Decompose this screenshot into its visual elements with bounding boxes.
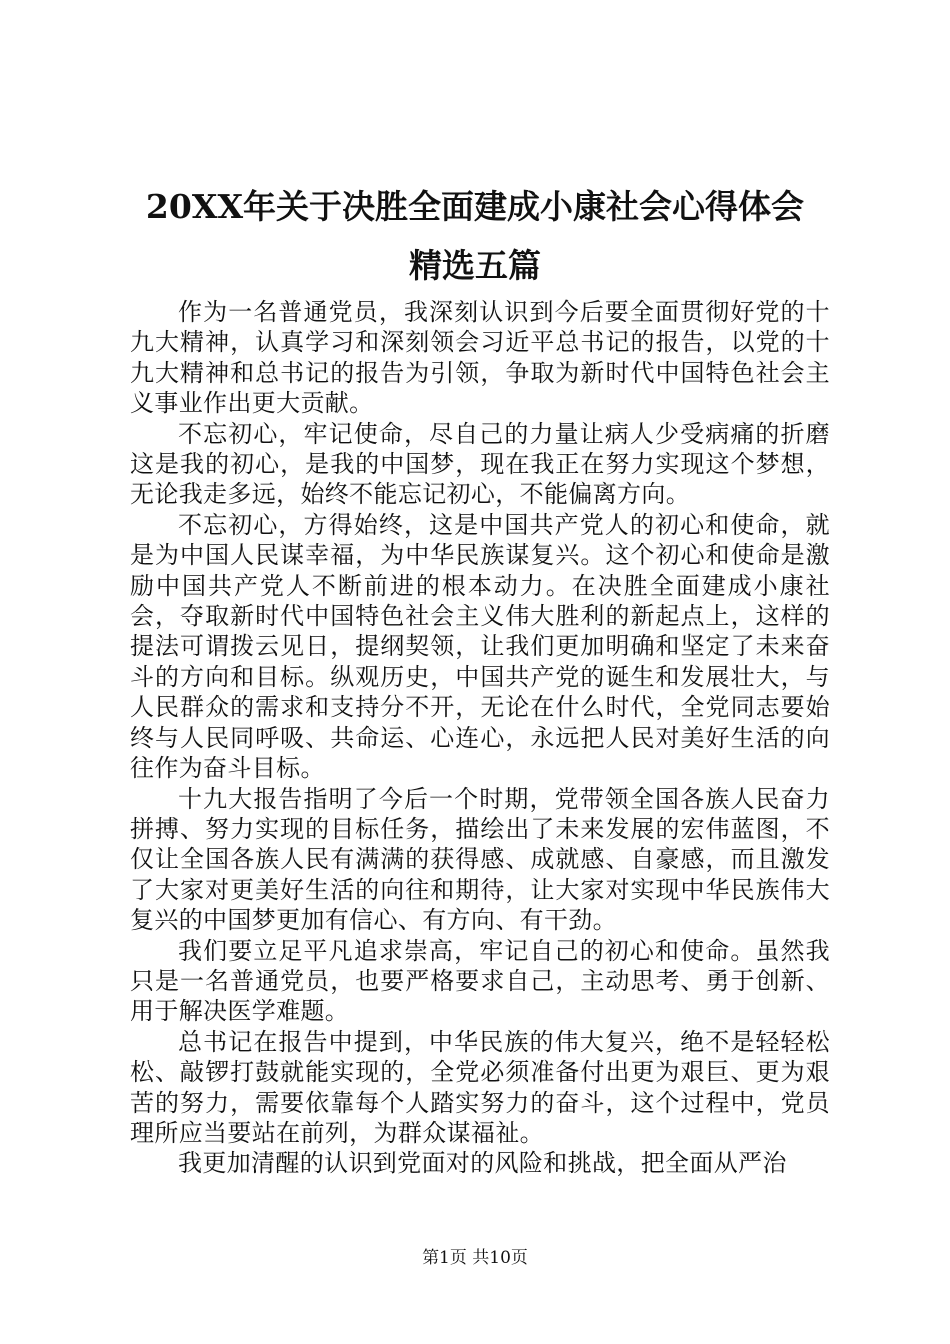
paragraph-5: 我们要立足平凡追求崇高，牢记自己的初心和使命。虽然我只是一名普通党员，也要严格要求自己，主动思考、勇于创新、用于解决医学难题。: [130, 936, 830, 1026]
paragraph-3: 不忘初心，方得始终，这是中国共产党人的初心和使命，就是为中国人民谋幸福，为中华民族谋复兴。这个初心和使命是激励中国共产党人不断前进的根本动力。在决胜全面建成小康社会，夺取新时代中国特色社会主义伟大胜利的新起点上，这样的提法可谓拨云见日，提纲契领，让我们更加明确和坚定了未来奋斗的方向和目标。纵观历史，中国共产党的诞生和发展壮大，与人民群众的需求和支持分不开，无论在什么时代，全党同志要始终与人民同呼吸、共命运、心连心，永远把人民对美好生活的向往作为奋斗目标。: [130, 510, 830, 783]
paragraph-2: 不忘初心，牢记使命，尽自己的力量让病人少受病痛的折磨这是我的初心，是我的中国梦，现在我正在努力实现这个梦想，无论我走多远，始终不能忘记初心，不能偏离方向。: [130, 419, 830, 509]
paragraph-6: 总书记在报告中提到，中华民族的伟大复兴，绝不是轻轻松松、敲锣打鼓就能实现的，全党必须准备付出更为艰巨、更为艰苦的努力，需要依靠每个人踏实努力的奋斗，这个过程中，党员理所应当要站在前列，为群众谋福祉。: [130, 1027, 830, 1147]
document-body: [130, 297, 830, 1179]
page-footer: 第1页 共10页: [422, 1248, 528, 1268]
paragraph-4: 十九大报告指明了今后一个时期，党带领全国各族人民奋力拼搏、努力实现的目标任务，描绘出了未来发展的宏伟蓝图，不仅让全国各族人民有满满的获得感、成就感、自豪感，而且激发了大家对更美好生活的向往和期待，让大家对实现中华民族伟大复兴的中国梦更加有信心、有方向、有干劲。: [130, 784, 830, 935]
document-title-line-1: 20XX年关于决胜全面建成小康社会心得体会: [145, 187, 805, 226]
paragraph-1: 作为一名普通党员，我深刻认识到今后要全面贯彻好党的十九大精神，认真学习和深刻领会习近平总书记的报告，以党的十九大精神和总书记的报告为引领，争取为新时代中国特色社会主义事业作出更大贡献。: [130, 298, 830, 418]
paragraph-7: 我更加清醒的认识到党面对的风险和挑战，把全面从严治: [178, 1149, 787, 1178]
document-title-line-2: 精选五篇: [409, 246, 541, 285]
